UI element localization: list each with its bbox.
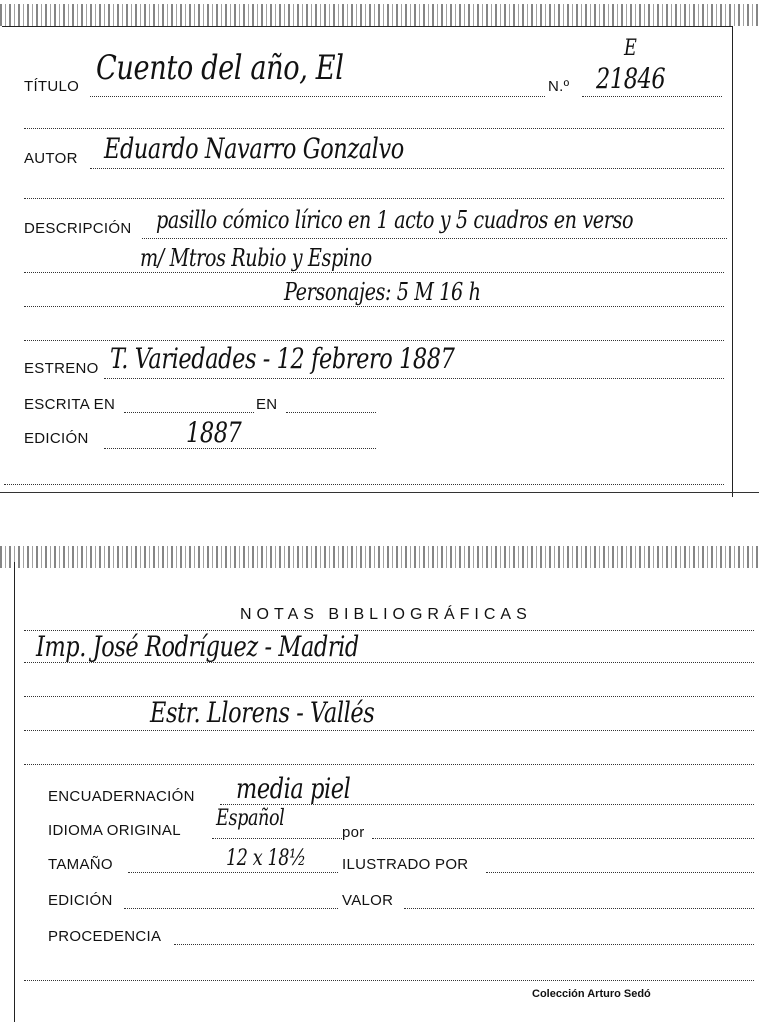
nota-line [24, 730, 754, 731]
idioma-value: Español [216, 806, 285, 831]
blank-line [24, 128, 724, 129]
blank-line [24, 764, 754, 765]
blank-line [4, 484, 724, 485]
autor-label: AUTOR [24, 150, 78, 167]
escrita-line [124, 412, 254, 413]
autor-value: Eduardo Navarro Gonzalvo [104, 132, 404, 165]
titulo-line [90, 96, 545, 97]
idioma-line [212, 838, 342, 839]
encuadernacion-value: media piel [236, 772, 351, 805]
encuadernacion-label: ENCUADERNACIÓN [48, 788, 195, 805]
estreno-value: T. Variedades - 12 febrero 1887 [110, 342, 455, 375]
tamano-line [128, 872, 338, 873]
autor-line [90, 168, 724, 169]
por-label: por [342, 824, 365, 841]
numero-value: 21846 [596, 62, 666, 95]
valor-line [404, 908, 754, 909]
edicion2-line [124, 908, 338, 909]
blank-line [24, 340, 724, 341]
idioma-label: IDIOMA ORIGINAL [48, 822, 181, 839]
procedencia-label: PROCEDENCIA [48, 928, 162, 945]
estreno-label: ESTRENO [24, 360, 99, 377]
catalog-card-front [0, 0, 759, 495]
descripcion-line3: Personajes: 5 M 16 h [284, 278, 481, 306]
catalog-card-back [0, 540, 759, 1028]
numero-label: N.º [548, 78, 570, 95]
en-line [286, 412, 376, 413]
coleccion-footer: Colección Arturo Sedó [532, 988, 651, 1000]
descripcion-line-3 [24, 306, 724, 307]
edicion2-label: EDICIÓN [48, 892, 113, 909]
descripcion-line [142, 238, 727, 239]
numero-line [582, 96, 722, 97]
blank-line [24, 980, 754, 981]
descripcion-label: DESCRIPCIÓN [24, 220, 132, 237]
blank-line [24, 198, 724, 199]
tamano-label: TAMAÑO [48, 856, 113, 873]
titulo-label: TÍTULO [24, 78, 80, 95]
nota-line2: Estr. Llorens - Vallés [150, 696, 375, 729]
titulo-value: Cuento del año, El [96, 48, 344, 88]
ilustrado-line [486, 872, 754, 873]
descripcion-line1: pasillo cómico lírico en 1 acto y 5 cuadros en verso [156, 206, 634, 234]
nota-line1: Imp. José Rodríguez - Madrid [36, 630, 359, 663]
estreno-line [104, 378, 724, 379]
card-torn-edge [0, 4, 759, 26]
card-separator [0, 492, 759, 493]
descripcion-line2: m/ Mtros Rubio y Espino [140, 244, 372, 272]
escrita-label: ESCRITA EN [24, 396, 116, 413]
valor-label: VALOR [342, 892, 394, 909]
procedencia-line [174, 944, 754, 945]
en-label: EN [256, 396, 278, 413]
edicion-label: EDICIÓN [24, 430, 89, 447]
edicion-value: 1887 [186, 416, 242, 449]
tamano-value: 12 x 18½ [226, 846, 306, 871]
blank-line [24, 696, 754, 697]
notas-heading: NOTAS BIBLIOGRÁFICAS [240, 606, 532, 623]
ilustrado-label: ILUSTRADO POR [342, 856, 469, 873]
numero-mark: E [624, 36, 637, 61]
por-line [372, 838, 754, 839]
descripcion-line-2 [24, 272, 724, 273]
